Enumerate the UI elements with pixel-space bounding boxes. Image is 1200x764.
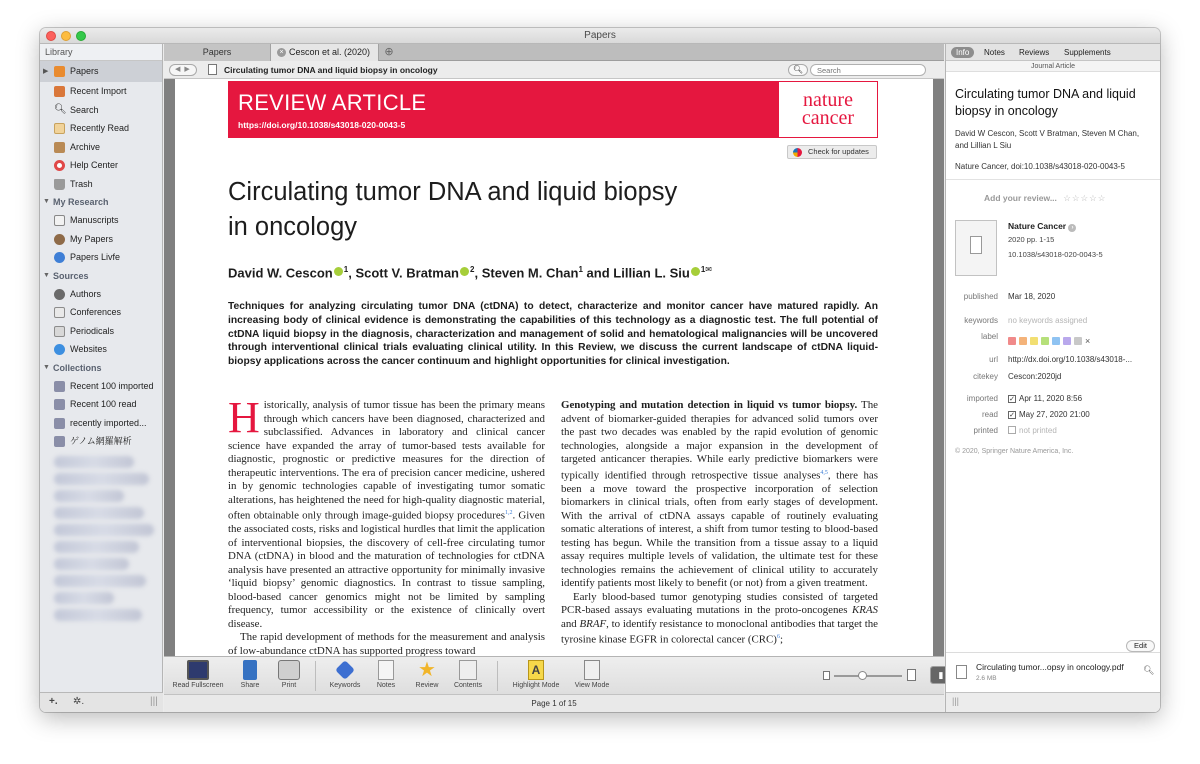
close-window-button[interactable] — [46, 31, 56, 41]
large-page-icon — [907, 669, 916, 681]
sidebar-item-conferences[interactable]: Conferences — [40, 303, 162, 322]
small-page-icon — [823, 671, 830, 680]
document-toolbar — [164, 61, 944, 79]
color-label-swatch[interactable] — [1052, 337, 1060, 345]
doi-link[interactable]: https://doi.org/10.1038/s43018-020-0043-5 — [238, 120, 406, 130]
resize-handle-icon[interactable]: ||| — [150, 696, 158, 707]
star-icon: ★ — [418, 659, 436, 681]
divider — [946, 179, 1160, 180]
document-tabs — [164, 44, 944, 61]
tab-info[interactable]: Info — [951, 47, 974, 58]
tab-reviews[interactable]: Reviews — [1019, 48, 1050, 57]
read-fullscreen-button[interactable]: Read Fullscreen — [170, 660, 226, 689]
field-label: read — [981, 410, 998, 419]
fullscreen-monitor-icon — [187, 660, 209, 680]
papers-library-icon — [54, 66, 65, 77]
new-tab-button[interactable]: ⊕ — [384, 46, 394, 58]
imported-checkbox[interactable]: ✓ — [1009, 396, 1015, 403]
conference-icon — [54, 307, 65, 318]
sidebar-footer — [40, 692, 163, 712]
lifebuoy-icon — [54, 160, 65, 171]
trash-icon — [54, 179, 65, 190]
disclosure-triangle-down-icon: ▼ — [43, 271, 50, 279]
color-label-swatch[interactable] — [1074, 337, 1082, 345]
copyright-notice: © 2020, Springer Nature America, Inc. — [955, 448, 1074, 455]
sidebar — [40, 44, 163, 712]
field-label: printed — [973, 426, 998, 435]
field-label: imported — [966, 394, 998, 403]
back-forward-buttons[interactable]: ◀▶ — [169, 64, 197, 76]
sidebar-item-manuscripts[interactable]: Manuscripts — [40, 211, 162, 230]
info-authors[interactable]: David W Cescon, Scott V Bratman, Steven M Chan, and Lillian L Siu — [955, 129, 1140, 150]
orcid-icon[interactable] — [460, 267, 469, 276]
attached-file-size: 2.6 MB — [976, 675, 997, 682]
field-label: url — [989, 355, 998, 364]
view-mode-button[interactable]: View Mode — [564, 660, 620, 689]
minimize-window-button[interactable] — [61, 31, 71, 41]
color-label-swatch[interactable] — [1008, 337, 1016, 345]
window-title: Papers — [584, 30, 616, 41]
citekey-value[interactable]: Cescon:2020jd — [1008, 372, 1062, 381]
smart-collection-icon — [54, 399, 65, 410]
smart-collection-icon — [54, 418, 65, 429]
archive-box-icon — [54, 142, 65, 153]
smart-collection-icon — [54, 436, 65, 447]
smart-collection-icon — [54, 381, 65, 392]
recent-import-icon — [54, 86, 65, 97]
view-mode-icon — [584, 660, 600, 680]
color-label-swatch[interactable] — [1030, 337, 1038, 345]
sidebar-item-search[interactable]: 🔍︎ Search — [54, 103, 99, 115]
tab-supplements[interactable]: Supplements — [1064, 48, 1111, 57]
share-icon — [243, 660, 257, 680]
sidebar-item-collection[interactable]: recently imported... — [40, 414, 162, 433]
attached-file-row[interactable] — [946, 656, 1160, 690]
sidebar-item-papers[interactable]: ▶ Papers — [40, 61, 162, 82]
journal-doi: 10.1038/s43018-020-0043-5 — [1008, 250, 1103, 259]
journal-cover-icon — [970, 236, 982, 254]
drop-cap: H — [228, 393, 260, 442]
info-panel — [945, 44, 1160, 712]
disclosure-triangle-down-icon: ▼ — [43, 198, 50, 205]
orcid-icon[interactable] — [334, 267, 343, 276]
field-label: published — [963, 292, 998, 301]
read-checkbox[interactable]: ✓ — [1009, 412, 1015, 419]
published-date[interactable]: Mar 18, 2020 — [1008, 292, 1056, 301]
recently-read-icon — [54, 123, 65, 134]
article-authors: David W. Cescon $^1$, Scott V. Bratman $^2$, Steven M. Chan$^1$ and Lillian L. Siu $^{1✉}$ — [228, 265, 712, 281]
magnifier-icon: 🔍︎ — [54, 103, 67, 115]
toolbar-divider — [315, 661, 316, 691]
contents-list-icon — [459, 660, 477, 680]
tag-icon — [335, 660, 355, 680]
search-input[interactable] — [810, 64, 926, 76]
sidebar-item-collection[interactable]: Recent 100 imported — [40, 377, 162, 396]
contents-button[interactable]: Contents — [445, 660, 491, 689]
tab-cescon-2020[interactable]: × Cescon et al. (2020) — [271, 44, 379, 61]
disclosure-triangle-icon[interactable]: ▶ — [43, 68, 49, 75]
search-options-icon[interactable]: 🔍︎ — [788, 64, 808, 76]
pdf-page — [175, 79, 933, 656]
imported-value: ✓ Apr 11, 2020 8:56 — [1009, 394, 1083, 403]
highlight-mode-button[interactable]: A Highlight Mode — [506, 660, 566, 689]
keywords-value[interactable]: no keywords assigned — [1008, 316, 1088, 325]
page-status-bar — [164, 694, 944, 712]
keywords-button[interactable]: Keywords — [322, 660, 368, 689]
journal-link-arrow-icon[interactable]: › — [1068, 224, 1076, 232]
article-type-label: REVIEW ARTICLE — [238, 90, 427, 115]
sidebar-item-recently-read[interactable]: Recently Read — [40, 119, 162, 138]
author-silhouette-icon — [54, 289, 65, 300]
add-collection-button[interactable]: +. — [49, 696, 58, 707]
sidebar-item-archive[interactable]: Archive — [40, 138, 162, 157]
field-label: keywords — [964, 316, 998, 325]
tab-papers[interactable]: Papers — [164, 44, 271, 61]
title-bar — [40, 28, 1160, 44]
color-label-swatch[interactable] — [1019, 337, 1027, 345]
share-button[interactable]: Share — [227, 660, 273, 689]
article-title: Circulating tumor DNA and liquid biopsy in oncology — [228, 178, 678, 241]
printer-icon — [278, 660, 300, 680]
clear-label-icon[interactable]: × — [1085, 336, 1091, 346]
periodical-icon — [54, 326, 65, 337]
sidebar-item-websites[interactable]: Websites — [40, 340, 162, 359]
color-label-picker — [1008, 332, 1091, 346]
redacted-collections — [40, 456, 162, 621]
sidebar-item-collection[interactable]: ゲノム網羅解析 — [40, 432, 162, 451]
highlighter-icon: A — [528, 660, 544, 680]
globe-icon — [54, 344, 65, 355]
resize-handle-icon[interactable]: ||| — [952, 696, 960, 706]
read-value: ✓ May 27, 2020 21:00 — [1009, 410, 1090, 419]
orcid-icon[interactable] — [691, 267, 700, 276]
notes-button[interactable]: Notes — [363, 660, 409, 689]
attached-file-name: Circulating tumor...opsy in oncology.pdf — [976, 662, 1124, 672]
sidebar-item-collection[interactable]: Recent 100 read — [40, 395, 162, 414]
sidebar-item-my-papers[interactable]: My Papers — [40, 230, 162, 249]
app-window — [40, 28, 1160, 712]
review-article-banner — [228, 81, 778, 138]
print-button[interactable]: Print — [266, 660, 312, 689]
sidebar-header: Library — [40, 44, 162, 61]
journal-name[interactable]: Nature Cancer › — [1008, 221, 1076, 232]
sidebar-item-papers-livfe[interactable]: Papers Livfe — [40, 248, 162, 267]
section-collections[interactable]: ▼ Collections — [40, 359, 162, 377]
add-review-prompt[interactable]: Add your review... ☆☆☆☆☆ — [984, 193, 1107, 203]
journal-cover-thumbnail[interactable] — [955, 220, 997, 276]
article-abstract: Techniques for analyzing circulating tumor DNA (ctDNA) to detect, characterize and monitor cancer have matured rapidly. An increasing body of clinical evidence is demonstrating the capabilities of this technology as a diagnostic test. The full potential of ctDNA liquid biopsy in the diagnosis, characterization and management of solid and hematological malignancies will be uncovered through interventional clinical trials evaluating clinical utility. In this Review, we discuss the current landscape of ctDNA liquid-biopsy applications across the cancer continuum and highlight opportunities for clinical investigation. — [228, 301, 878, 368]
papers-livfe-icon — [54, 252, 65, 263]
update-check-icon — [793, 148, 802, 157]
page-indicator: Page 1 of 15 — [531, 699, 577, 708]
sidebar-item-authors[interactable]: Authors — [40, 285, 162, 304]
people-icon — [54, 234, 65, 245]
edit-button[interactable]: Edit — [1126, 640, 1155, 652]
section-my-research[interactable]: ▼ My Research — [40, 193, 162, 211]
review-button[interactable]: ★ Review — [415, 659, 439, 689]
disclosure-triangle-down-icon: ▼ — [43, 363, 50, 371]
sidebar-item-trash[interactable]: Trash — [40, 175, 162, 194]
tab-notes[interactable]: Notes — [984, 48, 1005, 57]
toolbar-divider — [497, 661, 498, 691]
info-citation: Nature Cancer, doi:10.1038/s43018-020-0043-5 — [955, 162, 1125, 171]
section-sources[interactable]: ▼ Sources — [40, 267, 162, 285]
zoom-slider[interactable] — [834, 675, 902, 677]
pdf-viewer[interactable] — [164, 79, 944, 656]
printed-checkbox[interactable] — [1008, 426, 1016, 434]
gear-menu-button[interactable]: ✲. — [73, 696, 85, 707]
single-page-layout-icon[interactable]: ▮ — [931, 667, 951, 683]
url-value[interactable]: http://dx.doi.org/10.1038/s43018-... — [1008, 355, 1133, 364]
info-title[interactable]: Circulating tumor DNA and liquid biopsy in oncology — [955, 87, 1136, 118]
publication-type: Journal Article — [946, 61, 1160, 72]
pdf-document-icon — [208, 64, 217, 75]
field-label: citekey — [973, 372, 998, 381]
info-tabs — [946, 44, 1160, 61]
zoom-window-button[interactable] — [76, 31, 86, 41]
color-label-swatch[interactable] — [1041, 337, 1049, 345]
info-panel-footer — [946, 692, 1160, 712]
pdf-file-icon — [956, 665, 967, 679]
sidebar-item-periodicals[interactable]: Periodicals — [40, 322, 162, 341]
article-column-left: Historically, analysis of tumor tissue has been the primary means through which cancers have been diagnosed, characterized and subclassified. Advances in laboratory and clinical cancer science have expanded the array of tumor-based tests available for diagnostic, prognostic or predictive measures for the direction of therapeutic interventions. The era of precision cancer medicine, ushered in by genomic technologies capable of investigating tumor somatic alterations, has heightened the need for high-quality diagnostic material, often obtainable only through image-guided biopsy procedures$^{1,2}$. Given the associated costs, risks and logistical hurdles that limit the application of interventional biopsies, the discovery of cell-free circulating tumor DNA (ctDNA) in blood and the maturation of technologies for ctDNA analysis have presented an attractive opportunity for minimally invasive ‘liquid biopsy’ genomic diagnostics. In contrast to tissue sampling, blood-based cancer genomics might not be limited by sampling frequency, tumor accessibility or the existence of clinically overt disease. The rapid development of methods for the measurement and analysis of low-abundance ctDNA has supported progress toward — [228, 393, 546, 656]
nature-cancer-logo: nature cancer — [778, 81, 878, 138]
star-rating[interactable]: ☆☆☆☆☆ — [1063, 193, 1107, 203]
journal-details: 2020 pp. 1-15 — [1008, 235, 1055, 244]
sidebar-item-recent-import[interactable]: Recent Import — [40, 82, 162, 101]
printed-value: not printed — [1008, 426, 1057, 435]
manuscript-icon — [54, 215, 65, 226]
check-for-updates-badge[interactable]: Check for updates — [787, 145, 877, 159]
notes-pencil-icon — [378, 660, 394, 680]
zoom-slider-thumb[interactable] — [858, 671, 867, 680]
color-label-swatch[interactable] — [1063, 337, 1071, 345]
bottom-toolbar — [164, 656, 944, 694]
field-label: label — [981, 332, 998, 341]
article-column-right: Genotyping and mutation detection in liquid vs tumor biopsy. The advent of biomarker-guided therapies for advanced solid tumors over the past two decades was enabled by the rapid evolution of genomic technologies, alongside a major expansion in the development of targeted anticancer therapies. While early predictive biomarkers were typically identified through retrospective tissue analyses$^{4,5}$, there has been a move toward the prospective incorporation of selection biomarkers in clinical trials, often from early stages of development. With the arrival of ctDNA assays capable of routinely evaluating somatic alterations of interest, a shift from tumor testing to blood-based testing has begun. While the transition from a tissue assay to a liquid assay requires multiple levels of validation, the ultimate test for these technologies remains the achievement of clinical utility to accurately identify patients most likely to benefit (or not) from a given treatment. Early blood-based tumor genotyping studies consisted of targeted PCR-based assays evaluating mutations in the proto-oncogenes KRAS and BRAF, to identify resistance to monoclonal antibodies that target the tyrosine kinase EGFR in colorectal cancer (CRC)$^6$; — [561, 399, 879, 646]
divider — [946, 652, 1160, 653]
document-title: Circulating tumor DNA and liquid biopsy in oncology — [224, 65, 438, 75]
close-tab-icon[interactable]: × — [277, 48, 286, 57]
sidebar-item-help-center[interactable]: Help Center — [40, 156, 162, 175]
reveal-file-magnifier-icon[interactable]: 🔍︎ — [1143, 665, 1155, 675]
